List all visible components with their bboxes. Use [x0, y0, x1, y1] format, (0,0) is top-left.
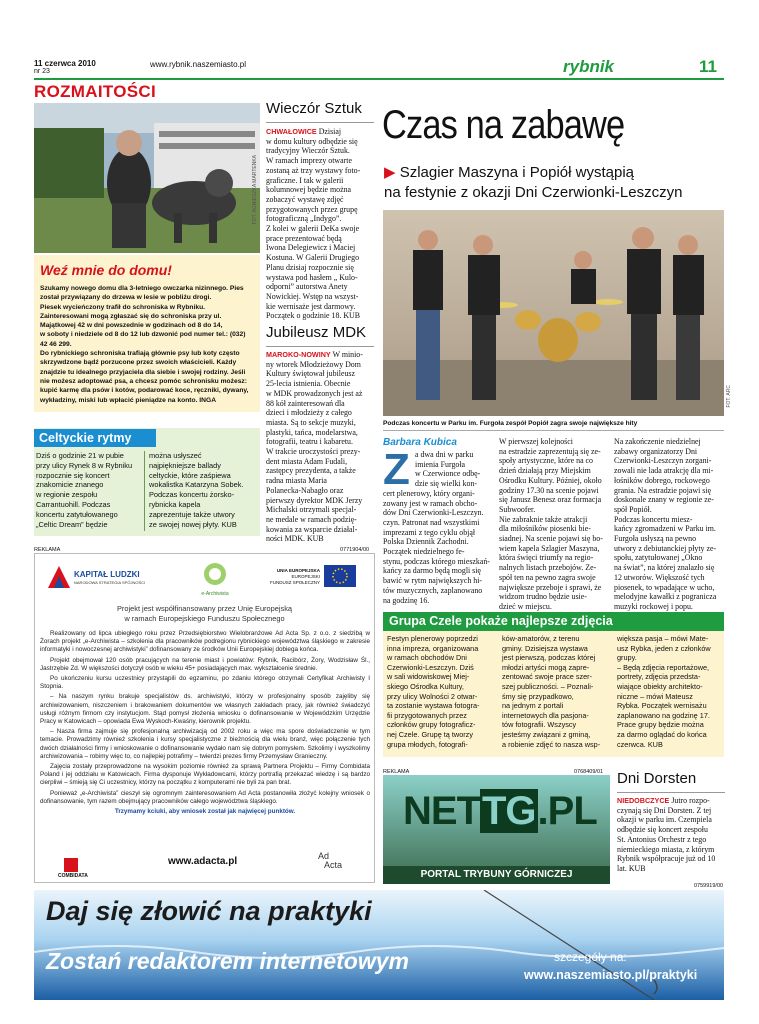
text-line: zostaną aż trzy wystawy foto- [266, 165, 361, 175]
text-line: Do rybnickiego schroniska trafiają głównie psy lub koty często [40, 350, 240, 358]
text-line: fotograficzną „Indygo”. [266, 214, 342, 224]
text-line: szej publiczności. – Poznali- [502, 681, 594, 691]
ad-code: 0771904/00 [340, 547, 370, 553]
text-line: internetowych dla pasjona- [502, 710, 589, 720]
text-line: odbędzie się koncert zespołu [617, 825, 708, 835]
text-line: ze swojej nowej płyty. KUB [149, 519, 237, 529]
text-line: nie możesz adoptować psa, a chcesz pomóc schronisku możesz: [40, 377, 247, 385]
text-line: Prace grupy będzie można [617, 720, 704, 730]
jubileusz-title: Jubileusz MDK [266, 324, 367, 341]
text-line: cert plenerowy, który organi- [383, 488, 475, 498]
band-photo-credit: FOT. ARC [726, 385, 732, 408]
main-col-2 [499, 437, 611, 612]
kapital-title: KAPITAŁ LUDZKI [74, 570, 140, 579]
text-line: zobaczyć wystawę zdjęć [266, 194, 344, 204]
text-line: prace prezentować będą [266, 233, 342, 243]
dateline: NIEDOBCZYCE [617, 796, 672, 805]
text-line: usz Rybka, jeden z członków [617, 643, 711, 653]
kapital-icon [48, 566, 70, 588]
czele-col-1 [387, 634, 497, 749]
kapital-ludzki-logo [48, 562, 158, 597]
text-line: radna miasta Maria [266, 476, 327, 486]
text-line: w ramach obchodów Dni [387, 653, 467, 663]
text-line: dzień działają przy Miejskim [499, 466, 591, 476]
text-line: Ośrodku Kultury. Później, około [499, 475, 602, 485]
text-line: ków-amatorów, z terenu [502, 634, 580, 643]
text-line: w sali widowiskowej Miej- [387, 672, 470, 682]
text-line: melodyjne kawałki z pogranicza [614, 592, 717, 602]
text-line: Rybka. Początek wernisażu [617, 701, 707, 711]
text-line: rybnicka kapela [149, 499, 201, 509]
adacta-para-3: Po ukończeniu kursu uczestnicy przystąpili do egzaminu, po zdaniu którego otrzymali Certyfikat Archiwisty I Stopnia. [40, 675, 370, 691]
text-line: – Będą zdjęcia reportażowe, [617, 662, 710, 672]
text-line: na godzinę 16. [383, 595, 430, 605]
adacta-para-7: Ponieważ „e-Archiwista” cieszył się ogromnym zainteresowaniem Ad Acta postanowiła złożyć kolejny wniosek o dofinansowanie, tym razem obejmujący pracowników całego województwa śląskiego. [40, 789, 370, 805]
text-line: śmy się przypadkowo, [502, 691, 574, 701]
text-line: znajdzie tu idealnego przyjaciela dla siebie i swojej rodziny. Jeśli [40, 368, 246, 376]
text-line: St. Antonius Orchestr z tego [617, 834, 707, 844]
text-line: dzieć w miejscu. [499, 601, 552, 611]
text-line: w soboty i niedziele od 8 do 12 lub dzwonić pod numer tel.: (032) [40, 331, 246, 339]
text-line: 88 kół zainteresowań dla [266, 398, 345, 408]
kapital-sub: NARODOWA STRATEGIA SPÓJNOŚCI [74, 580, 146, 585]
text-line: grupa młodych, fotografi- [387, 739, 468, 749]
text-line: fotografii, teatru i kabaretu. [266, 437, 353, 447]
adacta-para-6: Zajęcia zostały przeprowadzone na wysokim poziomie również za sprawą Partnera Projektu – Firmy Combidata Poland i jej oddziału w Katowicach. Firma dysponuje Wykładowcami, którzy portrafią przekazać wiedzę i są bardzo cierpliwi – śmieją się Ci uczestnicy, którzy na początku z komputerami nie byli za pan brat. [40, 763, 370, 787]
text-line: Piesek wycieńczony trafił do schroniska w Rybniku. [40, 303, 206, 311]
text-line: imienia Furgoła [415, 459, 466, 469]
text-line: ta zostanie wystawa fotogra- [387, 701, 480, 711]
eu-flag-icon [324, 565, 356, 587]
wieczor-text [266, 127, 376, 321]
text-line: dzie się wielki kon- [415, 479, 478, 489]
text-line: największe przeboje i sprawi, że [499, 582, 602, 592]
text-line: w Czerwionce odbę- [415, 469, 481, 479]
text-line: grupy. [617, 653, 637, 663]
text-line: godziny 17.30 na scenie pojawi [499, 485, 599, 495]
celtic-col1 [36, 451, 141, 529]
text-line: plastyki, tańca, modelarstwa, [266, 427, 358, 437]
text-line: kupić karmę dla psów i kotów, podarować koce, ręczniki, dywany, [40, 387, 249, 395]
arrow-right-icon: ▶ [384, 164, 396, 181]
text-line: a robienie zdjęć to nasza wsp- [502, 739, 601, 749]
text-line-rest: Jutro rozpo- [671, 796, 710, 805]
text-line: większa pasja – mówi Mate- [617, 634, 709, 643]
combidata-mark [64, 858, 78, 872]
wieczor-title: Wieczór Sztuk [266, 100, 362, 117]
eu-line-3: FUNDUSZ SPOŁECZNY [270, 580, 321, 585]
jubileusz-rule [266, 346, 374, 347]
text-line: 25-lecia istnienia. Obecnie [266, 379, 351, 389]
text-line: inna impreza, organizowana [387, 643, 479, 653]
text-line: celtyckie, które zaśpiewa [149, 470, 231, 480]
earchiwista-logo [190, 562, 240, 597]
band-photo-image [383, 210, 724, 416]
main-headline: Czas na zabawę [382, 103, 625, 147]
text-line: miasta. Są to sekcje muzyki, [266, 417, 356, 427]
text-line: wystawa pod hasłem „ Kulo- [266, 272, 358, 282]
text-line: Carrantuohill. Podczas [36, 499, 111, 509]
text-line: pierwszy dyrektor MDK Jerzy [266, 495, 363, 505]
text-line: Nie zabraknie także atrakcji [499, 514, 588, 524]
text-line: zastępcy prezydenta, a także [266, 466, 356, 476]
nettg-pl: .PL [537, 789, 597, 833]
text-line: na świat”, na której znalazło się [614, 563, 715, 573]
text-line: dla miłośników piosenki bie- [499, 524, 591, 534]
text-line: Majątkowej 42 w dni powszednie w godzinach od 8 do 14, [40, 322, 223, 330]
banner-code: 0759919/00 [694, 883, 724, 889]
text-line: niczne – mówi Mateusz [617, 691, 693, 701]
text-line: wiem kapela Szlagier Maszyna, [499, 543, 600, 553]
jubileusz-text [266, 350, 376, 544]
text-line: przy ulicy Rynek 8 w Rybniku [36, 460, 133, 470]
text-line: 42 46 299. [40, 340, 72, 348]
text-line: Furgoła usłyszą na pewno [614, 534, 697, 544]
text-line: znakomicie znanego [36, 480, 104, 490]
eu-line-1: UNIA EUROPEJSKA [276, 568, 320, 573]
text-line-rest: W minio- [332, 350, 363, 359]
text-line: jest pierwszą, podczas której [502, 653, 596, 663]
text-line: niemieckiego miasta, z którym [617, 844, 715, 854]
dorsten-text [617, 796, 727, 874]
text-line: doskonale znany w regionie ze- [614, 495, 714, 505]
main-col-3 [614, 437, 726, 612]
text-line: za darmo oglądać do końca [617, 729, 707, 739]
text-line: ności MDK. KUB [266, 534, 324, 544]
nettg-tagline: PORTAL TRYBUNY GÓRNICZEJ [383, 866, 610, 884]
text-line: portrety, zdjęcia przedsta- [617, 672, 701, 682]
wieczor-rule [266, 122, 374, 123]
text-line: kowania za wsparcie działal- [266, 524, 358, 534]
dropcap: Z [383, 445, 410, 494]
czele-col-3 [617, 634, 725, 749]
text-line: Czerwionki-Leszczyn zorgani- [614, 456, 712, 466]
dog-photo [34, 103, 260, 253]
main-col-1 [383, 445, 495, 605]
project-line-2: w ramach Europejskiego Funduszu Społecznego [124, 614, 285, 623]
project-line-1: Projekt jest współfinansowany przez Unię Europejską [117, 604, 292, 613]
text-line: Subwoofer. [499, 504, 536, 514]
text-line: ne medale w ramach podzię- [266, 514, 357, 524]
text-line: łośników dobrego, rockowego [614, 475, 710, 485]
text-line: wiające obiekty architekto- [617, 681, 703, 691]
text-line: przy ulicy Wolności 2 otwar- [387, 691, 478, 701]
text-line: tów fotografii. Wszyscy [502, 720, 577, 730]
text-line: dent miasta Adam Fudali, [266, 456, 348, 466]
text-line: kolumnowej będzie można [266, 185, 352, 195]
text-line: W pierwszej kolejności [499, 437, 573, 446]
text-line: się Janusz Benesz oraz formacja [499, 495, 602, 505]
praktyki-banner[interactable] [34, 890, 724, 1000]
text-line: na jednym z portali [502, 701, 564, 711]
text-line: imprezami z tego cyklu objął [383, 527, 476, 537]
text-line: został przywiązany do drzewa w lesie w pobliżu drogi. [40, 294, 212, 302]
page-number: 11 [699, 57, 717, 76]
nettg-label: REKLAMA [383, 769, 410, 775]
text-line: można usłyszeć [149, 451, 202, 460]
text-line: zaplanowano na godzinę 17. [617, 710, 710, 720]
dateline: MAROKO-NOWINY [266, 350, 333, 359]
text-line: zentować swoje prace szer- [502, 672, 593, 682]
adacta-logo-1: Ad [318, 851, 330, 861]
text-line: „Celtic Dream” będzie [36, 519, 108, 529]
text-line: spół ten na pewno zagra swoje [499, 572, 596, 582]
text-line: kańcy zgromadzeni w Parku im. [614, 524, 716, 534]
text-line: skiego Ośrodka Kultury, [387, 681, 464, 691]
text-line: okazji w parku im. Czempiela [617, 815, 712, 825]
ad-label: REKLAMA [34, 547, 61, 553]
combidata-text: COMBIDATA [58, 873, 88, 879]
text-line: graficzne. I tak w galerii [266, 175, 344, 185]
text-line [266, 350, 376, 360]
text-line: dów Dni Czerwionki-Leszczyn. [383, 508, 484, 518]
text-line: piosenek, to wpadające w ucho, [614, 582, 715, 592]
banner-cta-2[interactable]: www.naszemiasto.pl/praktyki [524, 968, 698, 982]
text-line: ny wtorek Młodzieżowy Dom [266, 359, 361, 369]
text-line: nej Czele. Grupę tą tworzy [387, 729, 473, 739]
nettg-code: 0768409/01 [574, 769, 604, 775]
text-line: Początek niedzielnego fe- [383, 547, 465, 557]
dorsten-rule [617, 792, 725, 793]
dorsten-title: Dni Dorsten [617, 770, 697, 787]
text-line: nalnych listach przebojów. Ze- [499, 563, 597, 573]
site-url[interactable]: www.rybnik.naszemiasto.pl [150, 60, 247, 69]
text-line: a dwa dni w parku [415, 450, 474, 459]
author: Barbara Kubica [383, 437, 457, 448]
text-line: rozpocznie się koncert [36, 470, 110, 480]
text-line: grania. Na estradzie pojawi się [614, 485, 712, 495]
text-line: widzom trudno będzie usie- [499, 592, 587, 602]
text-line: w regionie zespołu [36, 490, 98, 500]
text-line: najpiękniejsze ballady [149, 460, 221, 470]
dog-text [40, 284, 258, 405]
text-line: Szukamy nowego domu dla 3-letniego owczarka nizinnego. Pies [40, 285, 244, 292]
text-line: siadnej. Na scenie pojawi się bo- [499, 534, 603, 544]
earchiwista-icon [202, 562, 228, 586]
czele-col-2 [502, 634, 612, 749]
header-rule [34, 78, 724, 80]
section-brand: rybnik [563, 57, 615, 76]
text-line: Iwona Delegiewicz i Maciej [266, 243, 356, 253]
czele-title: Grupa Czele pokaże najlepsze zdjęcia [383, 612, 724, 631]
text-line-rest: Dzisiaj [318, 127, 342, 136]
text-line: stynu, podczas którego mieszkań- [383, 556, 490, 566]
nettg-logo [403, 789, 597, 834]
text-line: spół Popiół. [614, 504, 652, 514]
text-line: Kostuna. W Galerii Drugiego [266, 253, 360, 263]
text-line: fii przygotowanych przez [387, 710, 467, 720]
adacta-logo [318, 852, 342, 870]
band-photo [383, 210, 724, 416]
text-line: zowany jest w ramach obcho- [383, 498, 478, 508]
subhead-1-text: Szlagier Maszyna i Popiół wystąpią [399, 164, 634, 181]
text-line: czerwca. KUB [617, 739, 663, 749]
eu-text [270, 568, 320, 586]
nettg-ad[interactable] [383, 775, 610, 884]
banner-line-2: Zostań redaktorem internetowym [46, 948, 409, 974]
text-line: przygotowanych przez grupę [266, 204, 358, 214]
text-line: muzyki rockowej i popu. [614, 601, 693, 611]
celtic-title: Celtyckie rytmy [34, 429, 156, 447]
text-line: Polanecka-Nabagło oraz [266, 485, 344, 495]
text-line: Czerwionki-Leszczyn. Dziś [387, 662, 474, 672]
text-line: Z kolei w galerii DeKa swoje [266, 224, 360, 234]
text-line: społy artystyczne, które na co [499, 456, 593, 466]
celtic-col2 [149, 451, 257, 529]
adacta-logo-2: Acta [324, 860, 343, 870]
text-line: Festyn plenerowy poprzedzi [387, 634, 478, 643]
text-line: Michalski otrzymali specjal- [266, 505, 357, 515]
adacta-body [40, 630, 370, 816]
adacta-para-5: – Nasza firma zajmuje się profesjonalną archiwizacją od 2002 roku a więc ma spore doświadczenie w tym temacie. Prowadzimy również szkolenia i kursy specjalistyczne z bieżnością dla wielu branż, więc połączenie tych dwóch działalności firmy i wnioskowanie o dofinansowanie wydało nam się dobrym pomysłem. Szkolimy i wyszkolimy archiwizowania – robimy więc to, co najlepiej potrafimy – twierdzi prezes firmy Przemysław Granieczny. [40, 728, 370, 760]
text-line: członków grupy fotograficz- [387, 720, 476, 730]
main-subhead-2: na festynie z okazji Dni Czerwionki-Leszczyn [384, 184, 683, 201]
dog-title: Weź mnie do domu! [40, 262, 172, 278]
text-line: w MDK prowadzonych jest aż [266, 388, 363, 398]
adacta-para-1: Realizowany od lipca ubiegłego roku przez Przedsiębiorstwo Wielobranżowe Ad Acta Sp. z o.o. z siedzibą w Żorach projekt „e-Archiwista – szkolenia dla pracowników podregionu rybnickiego województwa śląskiego w zakresie informatyki i nowoczesnej archiwistyki” dofinansowany ze środków Unii Europejskiej dobiega końca. [40, 630, 370, 654]
text-line: Podczas koncertu żorsko- [149, 490, 235, 500]
dog-photo-image [34, 103, 260, 253]
earchiwista-text: e-Archiwista [201, 591, 229, 597]
text-line: Nowickiej. Wstęp na wszyst- [266, 291, 359, 301]
dateline: CHWAŁOWICE [266, 127, 319, 136]
adacta-invite: Trzymamy kciuki, aby wniosek został jak najwięcej punktów. [114, 808, 296, 816]
text-line: kie wernisaże jest darmowy. [266, 301, 356, 311]
text-line: w domu kultury odbędzie się [266, 136, 358, 146]
issue-number: nr 23 [34, 68, 50, 75]
text-line: koncertu zatytułowanego [36, 509, 118, 519]
text-line: Zainteresowani mogą zgłaszać się do schroniska przy ul. [40, 312, 222, 320]
text-line: 12 utworów. Większość tych [614, 572, 705, 582]
text-line: Polska Dziennik Zachodni. [383, 537, 469, 547]
text-line: Planu dzisiaj rozpocznie się [266, 262, 354, 272]
band-photo-caption: Podczas koncertu w Parku im. Furgoła zespół Popiół zagra swoje największe hity [383, 420, 638, 427]
text-line: Dziś o godzinie 21 w pubie [36, 451, 124, 460]
text-line: zabawy organizatorzy Dni [614, 446, 698, 456]
text-line: Kultury świętował jubileusz [266, 369, 355, 379]
text-line: wokalistka Katarzyna Sobek. [149, 480, 244, 490]
text-line: młodzi artyści mogą zapre- [502, 662, 590, 672]
text-line: gminy. Dzisiejsza wystawa [502, 643, 588, 653]
issue-date: 11 czerwca 2010 [34, 59, 96, 68]
text-line: czynają się Dni Dorsten. Z tej [617, 805, 712, 815]
text-line: która święci triumfy na regio- [499, 553, 594, 563]
text-line: społu, zatytułowanej „Okno [614, 553, 703, 563]
adacta-para-2: Projekt obejmował 120 osób pracujących na terenie miast i powiatów: Rybnik, Racibórz, Żory, Wodzisław Śl., Jastrzębie Zd. W większości dotyczył osób w wieku 45+ posiadających max. wykształcenie średnie. [40, 656, 370, 672]
text-line: utwory z debiutanckiej płyty ze- [614, 543, 717, 553]
text-line: bawić w rytm największych hi- [383, 576, 483, 586]
text-line: kańcy za darmo będą mogli się [383, 566, 481, 576]
dog-photo-credit: FOT. AGNIESZKA MARTENKA [252, 155, 258, 225]
eu-line-2: EUROPEJSKI [291, 574, 320, 579]
text-line: czyn. Patronat nad wszystkimi [383, 517, 480, 527]
main-subhead-1 [384, 163, 634, 181]
text-line [266, 127, 376, 137]
text-line: skrzywdzone bądź porzucone przez swoich właścicieli. Każdy [40, 359, 237, 367]
text-line: Podczas koncertu miesz- [614, 514, 693, 524]
nettg-tg: TG [482, 789, 536, 833]
text-line: jesteśmy związani z gminą, [502, 729, 591, 739]
banner-cta-1: szczegóły na: [554, 950, 627, 964]
text-line: wykładziny, miski lub wpłacić pieniądze na konto. INGA [40, 396, 217, 404]
celtic-divider [144, 451, 145, 531]
text-line: zowali nie lada atrakcję dla mi- [614, 466, 714, 476]
text-line: dzieci i młodzieży z całego [266, 408, 352, 418]
text-line: W ramach imprezy otwarte [266, 156, 352, 166]
text-line: Rybnik współpracuje już od 10 [617, 854, 716, 864]
text-line: tradycyjny Wieczór Sztuk. [266, 146, 350, 156]
text-line: Początek o godzinie 18. KUB [266, 311, 361, 321]
text-line: odporni” autorstwa Anety [266, 282, 348, 292]
text-line: zaprezentuje także utwory [149, 509, 235, 519]
text-line: lat. KUB [617, 863, 646, 873]
combidata-logo [58, 858, 98, 880]
adacta-para-4: – Na naszym rynku brakuje specjalistów ds. archiwistyki, którzy w profesjonalny sposób zajęliby się archiwizowaniem, niszczeniem i brakowaniem dokumentów we własnych zakładach pracy, jak również świadczyć usługi różnym firmom czy instytucjom. Stąd pomysł złożenia wniosku o dofinansowanie w Wojewódzkim Urzędzie Pracy w Katowicach – opowiada Ewa Wyskoch-Kwaśny, kierownik projektu. [40, 693, 370, 726]
section-title: ROZMAITOŚCI [34, 82, 156, 101]
text-line: tów muzycznych, zaplanowano [383, 585, 483, 595]
text-line: Na zakończenie niedzielnej [614, 437, 701, 446]
nettg-net: NET [403, 789, 480, 833]
banner-line-1: Daj się złowić na praktyki [46, 896, 372, 926]
text-line: W trakcie uroczystości prezy- [266, 447, 361, 457]
text-line [617, 796, 727, 806]
caption-rule [383, 430, 724, 431]
text-line: na estradzie zaprezentują się ze- [499, 446, 601, 456]
adacta-website[interactable]: www.adacta.pl [168, 856, 238, 867]
